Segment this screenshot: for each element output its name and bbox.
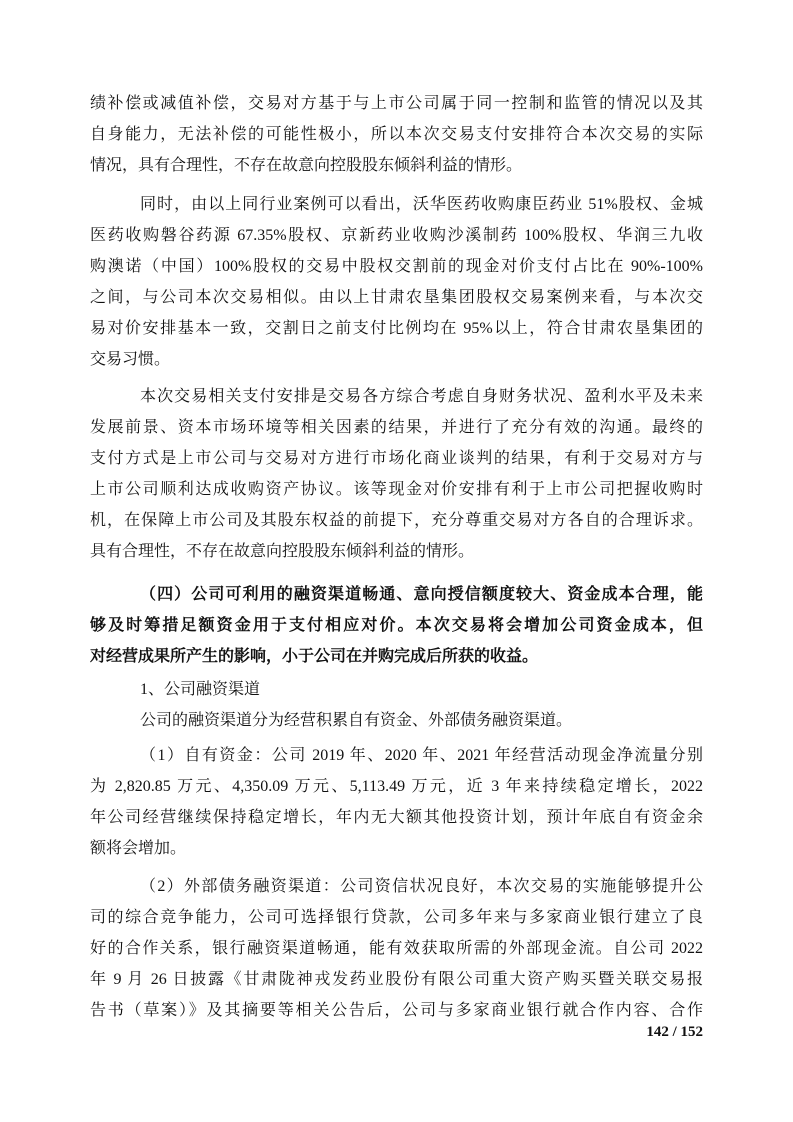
text-line: 机，在保障上市公司及其股东权益的前提下，充分尊重交易对方各自的合理诉求。	[90, 512, 703, 529]
text-line: 好的合作关系，银行融资渠道畅通，能有效获取所需的外部现金流。自公司 2022	[90, 940, 703, 957]
page-body	[90, 88, 703, 1026]
section-heading-4	[90, 579, 703, 672]
text-line: 自身能力，无法补偿的可能性极小，所以本次交易支付安排符合本次交易的实际	[90, 126, 703, 143]
text-line: 易对价安排基本一致，交割日之前支付比例均在 95%以上，符合甘肃农垦集团的	[90, 320, 703, 337]
heading-line: （四）公司可利用的融资渠道畅通、意向授信额度较大、资金成本合理，能	[140, 586, 703, 603]
text-line: 告书（草案）》及其摘要等相关公告后，公司与多家商业银行就合作内容、合作	[90, 1002, 703, 1019]
paragraph-external-debt	[90, 871, 703, 1026]
text-line: 交易习惯。	[90, 351, 171, 368]
heading-line: 够及时筹措足额资金用于支付相应对价。本次交易将会增加公司资金成本，但	[90, 617, 703, 634]
text-line: （2）外部债务融资渠道：公司资信状况良好，本次交易的实施能够提升公	[140, 878, 703, 895]
paragraph-own-funds	[90, 740, 703, 864]
text-line: 之间，与公司本次交易相似。由以上甘肃农垦集团股权交易案例来看，与本次交	[90, 289, 703, 306]
text-line: 年 9 月 26 日披露《甘肃陇神戎发药业股份有限公司重大资产购买暨关联交易报	[90, 971, 703, 988]
subsection-1-intro	[90, 705, 703, 736]
subsection-1-title	[90, 674, 703, 705]
text-line: 具有合理性，不存在故意向控股股东倾斜利益的情形。	[90, 543, 475, 560]
text-line: 公司的融资渠道分为经营积累自有资金、外部债务融资渠道。	[140, 712, 573, 729]
paragraph-compensation-continued	[90, 88, 703, 181]
subsection-title-line: 1、公司融资渠道	[140, 681, 261, 698]
text-line: 司的综合竞争能力，公司可选择银行贷款，公司多年来与多家商业银行建立了良	[90, 909, 703, 926]
text-line: 为 2,820.85 万元、4,350.09 万元、5,113.49 万元，近 3 年来持续稳定增长，2022	[90, 778, 703, 795]
text-line: 医药收购磐谷药源 67.35%股权、京新药业收购沙溪制药 100%股权、华润三九收	[90, 227, 703, 244]
page-number: 142 / 152	[646, 1024, 703, 1040]
heading-line: 对经营成果所产生的影响，小于公司在并购完成后所获的收益。	[90, 648, 539, 665]
text-line: 支付方式是上市公司与交易对方进行市场化商业谈判的结果，有利于交易对方与	[90, 450, 703, 467]
text-line: 绩补偿或减值补偿，交易对方基于与上市公司属于同一控制和监管的情况以及其	[90, 95, 703, 112]
text-line: 上市公司顺利达成收购资产协议。该等现金对价安排有利于上市公司把握收购时	[90, 481, 703, 498]
paragraph-payment-arrangement	[90, 381, 703, 567]
text-line: 同时，由以上同行业案例可以看出，沃华医药收购康臣药业 51%股权、金城	[140, 196, 703, 213]
text-line: 年公司经营继续保持稳定增长，年内无大额其他投资计划，预计年底自有资金余	[90, 809, 703, 826]
text-line: 本次交易相关支付安排是交易各方综合考虑自身财务状况、盈利水平及未来	[140, 388, 703, 405]
text-line: 发展前景、资本市场环境等相关因素的结果，并进行了充分有效的沟通。最终的	[90, 419, 703, 436]
paragraph-peer-cases	[90, 189, 703, 375]
text-line: 额将会增加。	[90, 840, 187, 857]
text-line: 购澳诺（中国）100%股权的交易中股权交割前的现金对价支付占比在 90%-100%	[90, 258, 703, 275]
text-line: （1）自有资金：公司 2019 年、2020 年、2021 年经营活动现金净流量分别	[140, 747, 703, 764]
text-line: 情况，具有合理性，不存在故意向控股股东倾斜利益的情形。	[90, 157, 523, 174]
